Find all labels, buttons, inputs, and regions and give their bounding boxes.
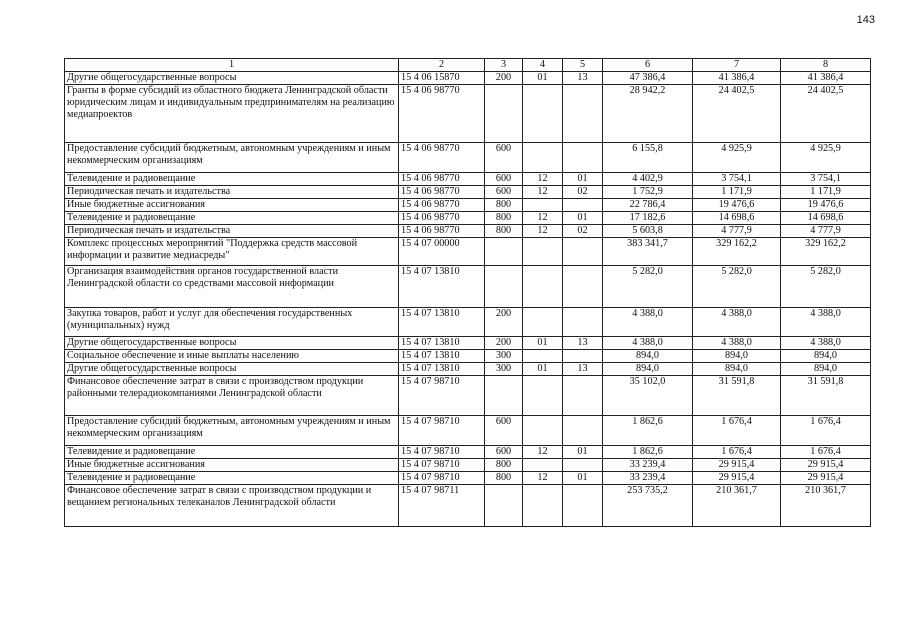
- table-row: [65, 308, 871, 337]
- row-amount-col8-cell: 329 162,2: [781, 238, 871, 266]
- row-code-cell: 15 4 06 98770: [399, 173, 485, 186]
- row-name-cell: Другие общегосударственные вопросы: [65, 363, 399, 376]
- row-amount-col7-cell: 31 591,8: [693, 376, 781, 416]
- row-name-cell: Иные бюджетные ассигнования: [65, 459, 399, 472]
- row-amount-col8-cell: 894,0: [781, 350, 871, 363]
- table-row: [65, 266, 871, 308]
- row-amount-col7-cell: 29 915,4: [693, 472, 781, 485]
- row-amount-col6-cell: 4 402,9: [603, 173, 693, 186]
- row-amount-col6-cell: 1 862,6: [603, 446, 693, 459]
- row-amount-col8-cell: 41 386,4: [781, 72, 871, 85]
- header-col-2: 2: [399, 59, 485, 72]
- row-rz-cell: [523, 143, 563, 173]
- row-rz-cell: 12: [523, 225, 563, 238]
- row-code-cell: 15 4 07 98710: [399, 446, 485, 459]
- row-code-cell: 15 4 06 98770: [399, 85, 485, 143]
- row-code-cell: 15 4 07 13810: [399, 308, 485, 337]
- row-amount-col8-cell: 5 282,0: [781, 266, 871, 308]
- row-code-cell: 15 4 07 98710: [399, 416, 485, 446]
- budget-table: [64, 58, 871, 527]
- row-vr-cell: 800: [485, 459, 523, 472]
- row-amount-col6-cell: 17 182,6: [603, 212, 693, 225]
- row-amount-col6-cell: 5 603,8: [603, 225, 693, 238]
- row-code-cell: 15 4 07 98711: [399, 485, 485, 527]
- table-row: [65, 337, 871, 350]
- row-vr-cell: [485, 266, 523, 308]
- row-name-cell: Телевидение и радиовещание: [65, 212, 399, 225]
- row-amount-col8-cell: 1 676,4: [781, 416, 871, 446]
- row-code-cell: 15 4 06 98770: [399, 225, 485, 238]
- row-amount-col7-cell: 5 282,0: [693, 266, 781, 308]
- table-row: [65, 72, 871, 85]
- row-name-cell: Предоставление субсидий бюджетным, автономным учреждениям и иным некоммерческим организациям: [65, 143, 399, 173]
- row-amount-col7-cell: 1 171,9: [693, 186, 781, 199]
- table-row: [65, 350, 871, 363]
- row-code-cell: 15 4 07 00000: [399, 238, 485, 266]
- row-amount-col7-cell: 3 754,1: [693, 173, 781, 186]
- row-rz-cell: [523, 238, 563, 266]
- row-amount-col8-cell: 210 361,7: [781, 485, 871, 527]
- row-vr-cell: 600: [485, 446, 523, 459]
- row-amount-col6-cell: 4 388,0: [603, 308, 693, 337]
- row-amount-col6-cell: 1 862,6: [603, 416, 693, 446]
- row-rz-cell: 12: [523, 186, 563, 199]
- row-amount-col8-cell: 29 915,4: [781, 459, 871, 472]
- row-amount-col6-cell: 1 752,9: [603, 186, 693, 199]
- row-name-cell: Другие общегосударственные вопросы: [65, 72, 399, 85]
- row-vr-cell: 800: [485, 472, 523, 485]
- table-row: [65, 173, 871, 186]
- row-pr-cell: [563, 199, 603, 212]
- row-vr-cell: [485, 376, 523, 416]
- row-amount-col8-cell: 4 388,0: [781, 337, 871, 350]
- table-row: [65, 472, 871, 485]
- row-amount-col6-cell: 28 942,2: [603, 85, 693, 143]
- row-amount-col8-cell: 894,0: [781, 363, 871, 376]
- header-col-7: 7: [693, 59, 781, 72]
- row-name-cell: Периодическая печать и издательства: [65, 186, 399, 199]
- row-rz-cell: [523, 416, 563, 446]
- row-rz-cell: [523, 459, 563, 472]
- row-name-cell: Телевидение и радиовещание: [65, 446, 399, 459]
- row-rz-cell: 12: [523, 212, 563, 225]
- row-amount-col8-cell: 31 591,8: [781, 376, 871, 416]
- row-code-cell: 15 4 06 98770: [399, 199, 485, 212]
- table-row: [65, 459, 871, 472]
- row-rz-cell: 12: [523, 173, 563, 186]
- table-row: [65, 85, 871, 143]
- row-pr-cell: [563, 350, 603, 363]
- row-vr-cell: 600: [485, 143, 523, 173]
- row-amount-col6-cell: 894,0: [603, 363, 693, 376]
- row-rz-cell: [523, 308, 563, 337]
- row-amount-col7-cell: 14 698,6: [693, 212, 781, 225]
- row-amount-col8-cell: 4 925,9: [781, 143, 871, 173]
- row-amount-col7-cell: 894,0: [693, 363, 781, 376]
- header-col-6: 6: [603, 59, 693, 72]
- row-vr-cell: 600: [485, 173, 523, 186]
- row-pr-cell: [563, 238, 603, 266]
- row-vr-cell: [485, 85, 523, 143]
- row-vr-cell: 200: [485, 72, 523, 85]
- row-code-cell: 15 4 07 98710: [399, 459, 485, 472]
- row-rz-cell: 12: [523, 472, 563, 485]
- row-amount-col6-cell: 253 735,2: [603, 485, 693, 527]
- row-name-cell: Периодическая печать и издательства: [65, 225, 399, 238]
- row-name-cell: Финансовое обеспечение затрат в связи с производством продукции и вещанием региональных телеканалов Ленинградской области: [65, 485, 399, 527]
- row-code-cell: 15 4 06 98770: [399, 143, 485, 173]
- row-name-cell: Гранты в форме субсидий из областного бюджета Ленинградской области юридическим лицам и индивидуальным предпринимателям на реализацию медиапроектов: [65, 85, 399, 143]
- row-amount-col7-cell: 210 361,7: [693, 485, 781, 527]
- row-amount-col8-cell: 1 171,9: [781, 186, 871, 199]
- row-pr-cell: 13: [563, 337, 603, 350]
- row-amount-col6-cell: 6 155,8: [603, 143, 693, 173]
- table-row: [65, 485, 871, 527]
- row-amount-col6-cell: 22 786,4: [603, 199, 693, 212]
- row-pr-cell: 13: [563, 72, 603, 85]
- row-name-cell: Финансовое обеспечение затрат в связи с производством продукции районными телерадиокомпаниями Ленинградской области: [65, 376, 399, 416]
- header-col-5: 5: [563, 59, 603, 72]
- row-amount-col8-cell: 29 915,4: [781, 472, 871, 485]
- row-code-cell: 15 4 06 98770: [399, 212, 485, 225]
- row-code-cell: 15 4 07 98710: [399, 376, 485, 416]
- row-amount-col6-cell: 33 239,4: [603, 472, 693, 485]
- row-amount-col7-cell: 24 402,5: [693, 85, 781, 143]
- row-rz-cell: [523, 266, 563, 308]
- row-rz-cell: [523, 350, 563, 363]
- row-pr-cell: 13: [563, 363, 603, 376]
- row-amount-col6-cell: 33 239,4: [603, 459, 693, 472]
- table-row: [65, 376, 871, 416]
- row-rz-cell: [523, 199, 563, 212]
- header-col-8: 8: [781, 59, 871, 72]
- row-rz-cell: 01: [523, 337, 563, 350]
- row-name-cell: Социальное обеспечение и иные выплаты населению: [65, 350, 399, 363]
- row-name-cell: Организация взаимодействия органов государственной власти Ленинградской области со средствами массовой информации: [65, 266, 399, 308]
- row-code-cell: 15 4 07 13810: [399, 350, 485, 363]
- row-name-cell: Телевидение и радиовещание: [65, 472, 399, 485]
- row-amount-col7-cell: 329 162,2: [693, 238, 781, 266]
- row-code-cell: 15 4 07 13810: [399, 363, 485, 376]
- row-amount-col8-cell: 19 476,6: [781, 199, 871, 212]
- table-row: [65, 238, 871, 266]
- row-amount-col6-cell: 894,0: [603, 350, 693, 363]
- row-code-cell: 15 4 06 98770: [399, 186, 485, 199]
- row-name-cell: Комплекс процессных мероприятий "Поддержка средств массовой информации и развитие медиасреды": [65, 238, 399, 266]
- row-amount-col8-cell: 1 676,4: [781, 446, 871, 459]
- table-body: [65, 72, 871, 527]
- table-header: [65, 59, 871, 72]
- table-row: [65, 212, 871, 225]
- row-vr-cell: 600: [485, 186, 523, 199]
- row-rz-cell: 01: [523, 363, 563, 376]
- table-row: [65, 225, 871, 238]
- row-vr-cell: 300: [485, 350, 523, 363]
- row-amount-col7-cell: 4 925,9: [693, 143, 781, 173]
- row-code-cell: 15 4 07 13810: [399, 266, 485, 308]
- row-pr-cell: 01: [563, 472, 603, 485]
- row-vr-cell: 300: [485, 363, 523, 376]
- row-code-cell: 15 4 06 15870: [399, 72, 485, 85]
- row-name-cell: Предоставление субсидий бюджетным, автономным учреждениям и иным некоммерческим организациям: [65, 416, 399, 446]
- row-pr-cell: [563, 416, 603, 446]
- row-pr-cell: 01: [563, 212, 603, 225]
- row-amount-col7-cell: 4 388,0: [693, 308, 781, 337]
- row-amount-col8-cell: 3 754,1: [781, 173, 871, 186]
- row-amount-col8-cell: 4 777,9: [781, 225, 871, 238]
- row-rz-cell: 01: [523, 72, 563, 85]
- table-row: [65, 446, 871, 459]
- row-amount-col7-cell: 894,0: [693, 350, 781, 363]
- header-col-4: 4: [523, 59, 563, 72]
- row-amount-col7-cell: 1 676,4: [693, 416, 781, 446]
- row-vr-cell: 200: [485, 308, 523, 337]
- row-pr-cell: [563, 376, 603, 416]
- row-vr-cell: [485, 485, 523, 527]
- row-pr-cell: 02: [563, 225, 603, 238]
- header-row: [65, 59, 871, 72]
- row-amount-col7-cell: 29 915,4: [693, 459, 781, 472]
- row-name-cell: Закупка товаров, работ и услуг для обеспечения государственных (муниципальных) нужд: [65, 308, 399, 337]
- row-amount-col6-cell: 383 341,7: [603, 238, 693, 266]
- row-amount-col8-cell: 4 388,0: [781, 308, 871, 337]
- table-row: [65, 143, 871, 173]
- row-rz-cell: [523, 485, 563, 527]
- row-vr-cell: 800: [485, 199, 523, 212]
- row-amount-col7-cell: 41 386,4: [693, 72, 781, 85]
- row-rz-cell: [523, 85, 563, 143]
- row-amount-col7-cell: 4 777,9: [693, 225, 781, 238]
- row-amount-col6-cell: 47 386,4: [603, 72, 693, 85]
- row-amount-col8-cell: 24 402,5: [781, 85, 871, 143]
- row-pr-cell: [563, 485, 603, 527]
- row-rz-cell: 12: [523, 446, 563, 459]
- row-amount-col6-cell: 5 282,0: [603, 266, 693, 308]
- table-row: [65, 363, 871, 376]
- table-row: [65, 416, 871, 446]
- row-amount-col7-cell: 19 476,6: [693, 199, 781, 212]
- row-amount-col6-cell: 4 388,0: [603, 337, 693, 350]
- row-name-cell: Иные бюджетные ассигнования: [65, 199, 399, 212]
- row-pr-cell: 01: [563, 173, 603, 186]
- row-amount-col8-cell: 14 698,6: [781, 212, 871, 225]
- row-vr-cell: 800: [485, 212, 523, 225]
- table-row: [65, 186, 871, 199]
- row-vr-cell: 600: [485, 416, 523, 446]
- header-col-1: 1: [65, 59, 399, 72]
- row-vr-cell: 800: [485, 225, 523, 238]
- row-name-cell: Другие общегосударственные вопросы: [65, 337, 399, 350]
- page-number: 143: [856, 14, 875, 26]
- row-pr-cell: [563, 308, 603, 337]
- row-pr-cell: [563, 143, 603, 173]
- row-amount-col6-cell: 35 102,0: [603, 376, 693, 416]
- row-pr-cell: [563, 459, 603, 472]
- row-code-cell: 15 4 07 13810: [399, 337, 485, 350]
- row-amount-col7-cell: 1 676,4: [693, 446, 781, 459]
- row-pr-cell: [563, 85, 603, 143]
- row-amount-col7-cell: 4 388,0: [693, 337, 781, 350]
- table-row: [65, 199, 871, 212]
- row-pr-cell: 01: [563, 446, 603, 459]
- row-code-cell: 15 4 07 98710: [399, 472, 485, 485]
- header-col-3: 3: [485, 59, 523, 72]
- row-vr-cell: [485, 238, 523, 266]
- row-pr-cell: [563, 266, 603, 308]
- row-rz-cell: [523, 376, 563, 416]
- row-name-cell: Телевидение и радиовещание: [65, 173, 399, 186]
- row-vr-cell: 200: [485, 337, 523, 350]
- row-pr-cell: 02: [563, 186, 603, 199]
